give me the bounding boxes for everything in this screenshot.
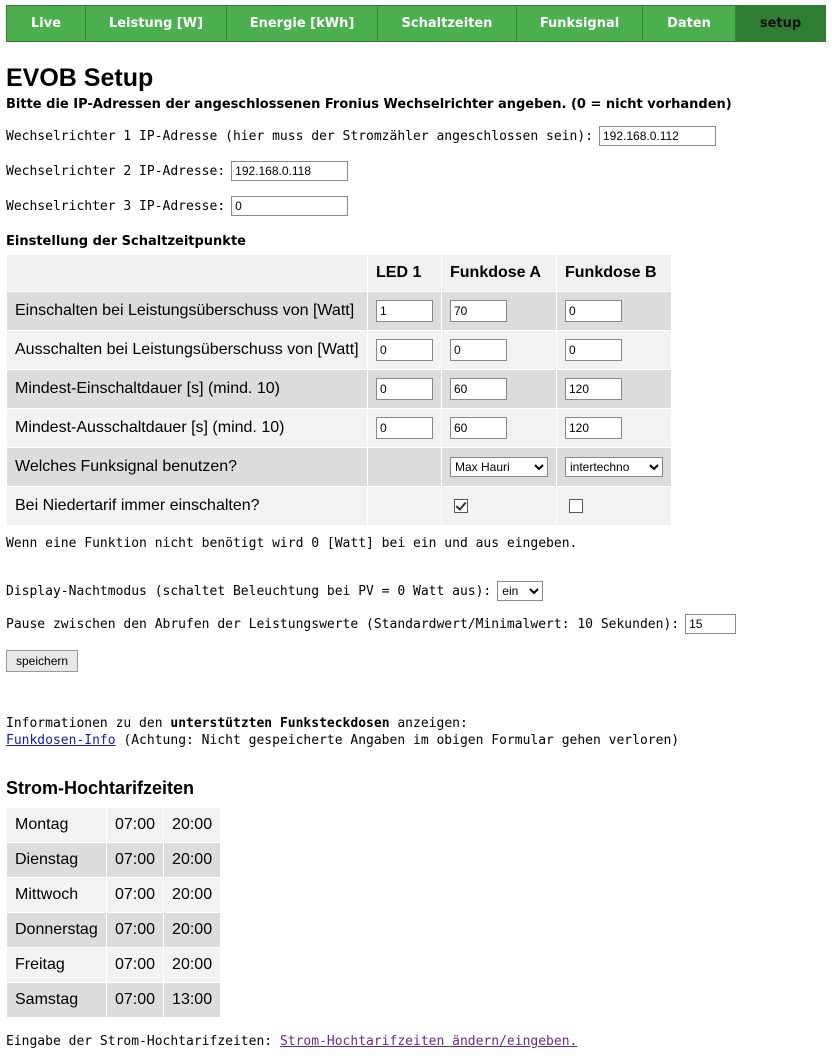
table-row — [7, 292, 672, 331]
min-aus-led1-input[interactable] — [376, 417, 433, 439]
table-row — [7, 409, 672, 448]
schedule-header-led1: LED 1 — [368, 255, 442, 292]
info-row: Informationen zu den unterstützten Funksteckdosen anzeigen: — [6, 716, 468, 731]
table-row — [7, 370, 672, 409]
night-funkdose-a-checkbox[interactable] — [454, 499, 468, 513]
tarif-footer: Eingabe der Strom-Hochtarifzeiten: Strom-Hochtarifzeiten ändern/eingeben. — [6, 1034, 578, 1049]
table-row — [7, 487, 672, 526]
pause-row — [6, 614, 736, 634]
min-ein-funkdose-a-input[interactable] — [450, 378, 507, 400]
row-label: Ausschalten bei Leistungsüberschuss von [Watt] — [7, 331, 368, 370]
row-label: Mindest-Ausschaltdauer [s] (mind. 10) — [7, 409, 368, 448]
display-row — [6, 581, 543, 601]
row-label: Bei Niedertarif immer einschalten? — [7, 487, 368, 526]
tab-funksignal[interactable]: Funksignal — [517, 6, 643, 41]
page-title: EVOB Setup — [6, 64, 154, 92]
row-label: Einschalten bei Leistungsüberschuss von [Watt] — [7, 292, 368, 331]
schedule-header-funkdose-b: Funkdose B — [557, 255, 672, 292]
table-row — [7, 331, 672, 370]
info-link-row: Funkdosen-Info (Achtung: Nicht gespeicherte Angaben im obigen Formular gehen verloren) — [6, 733, 680, 748]
inverter-2-label: Wechselrichter 2 IP-Adresse: — [6, 163, 226, 179]
table-row: Freitag 07:00 20:00 — [7, 948, 221, 983]
table-row: Montag 07:00 20:00 — [7, 808, 221, 843]
signal-funkdose-a-select[interactable] — [450, 457, 548, 477]
tarif-heading: Strom-Hochtarifzeiten — [6, 778, 195, 798]
min-aus-funkdose-b-input[interactable] — [565, 417, 622, 439]
inverter-2-row — [6, 161, 348, 181]
tab-energie[interactable]: Energie [kWh] — [227, 6, 378, 41]
inverter-3-ip-input[interactable] — [231, 196, 348, 216]
signal-funkdose-b-select[interactable] — [565, 457, 663, 477]
display-nightmode-select[interactable] — [497, 581, 543, 601]
table-row: Dienstag 07:00 20:00 — [7, 843, 221, 878]
min-ein-led1-input[interactable] — [376, 378, 433, 400]
einschalten-led1-input[interactable] — [376, 300, 433, 322]
schedule-header-empty — [7, 255, 368, 292]
min-aus-funkdose-a-input[interactable] — [450, 417, 507, 439]
tab-daten[interactable]: Daten — [643, 6, 736, 41]
pause-label: Pause zwischen den Abrufen der Leistungswerte (Standardwert/Minimalwert: 10 Sekunden): — [6, 616, 680, 632]
row-label: Welches Funksignal benutzen? — [7, 448, 368, 487]
save-button[interactable]: speichern — [6, 650, 78, 672]
display-label: Display-Nachtmodus (schaltet Beleuchtung bei PV = 0 Watt aus): — [6, 583, 492, 599]
tarif-table — [6, 807, 221, 1018]
tab-live[interactable]: Live — [7, 6, 86, 41]
min-ein-funkdose-b-input[interactable] — [565, 378, 622, 400]
pause-input[interactable] — [685, 614, 736, 634]
page-subtitle: Bitte die IP-Adressen der angeschlossenen Fronius Wechselrichter angeben. (0 = nicht vorhanden) — [6, 97, 732, 112]
inverter-1-ip-input[interactable] — [599, 126, 716, 146]
table-row — [7, 448, 672, 487]
table-row: Samstag 07:00 13:00 — [7, 983, 221, 1018]
schedule-table — [6, 254, 672, 526]
night-funkdose-b-checkbox[interactable] — [569, 499, 583, 513]
top-nav — [6, 5, 826, 42]
schedule-heading: Einstellung der Schaltzeitpunkte — [6, 234, 246, 249]
tab-schaltzeiten[interactable]: Schaltzeiten — [378, 6, 517, 41]
inverter-2-ip-input[interactable] — [231, 161, 348, 181]
schedule-header-funkdose-a: Funkdose A — [442, 255, 557, 292]
tab-leistung[interactable]: Leistung [W] — [86, 6, 227, 41]
hint-text: Wenn eine Funktion nicht benötigt wird 0 [Watt] bei ein und aus eingeben. — [6, 536, 578, 551]
einschalten-funkdose-a-input[interactable] — [450, 300, 507, 322]
tab-setup[interactable]: setup — [736, 6, 825, 41]
einschalten-funkdose-b-input[interactable] — [565, 300, 622, 322]
tarif-edit-link[interactable]: Strom-Hochtarifzeiten ändern/eingeben. — [279, 1034, 578, 1049]
inverter-3-row — [6, 196, 348, 216]
funkdosen-info-link[interactable]: Funkdosen-Info — [6, 733, 116, 748]
inverter-1-row — [6, 126, 716, 146]
ausschalten-funkdose-b-input[interactable] — [565, 339, 622, 361]
inverter-3-label: Wechselrichter 3 IP-Adresse: — [6, 198, 226, 214]
inverter-1-label: Wechselrichter 1 IP-Adresse (hier muss der Stromzähler angeschlossen sein): — [6, 128, 593, 144]
table-row: Donnerstag 07:00 20:00 — [7, 913, 221, 948]
ausschalten-funkdose-a-input[interactable] — [450, 339, 507, 361]
ausschalten-led1-input[interactable] — [376, 339, 433, 361]
row-label: Mindest-Einschaltdauer [s] (mind. 10) — [7, 370, 368, 409]
table-row: Mittwoch 07:00 20:00 — [7, 878, 221, 913]
